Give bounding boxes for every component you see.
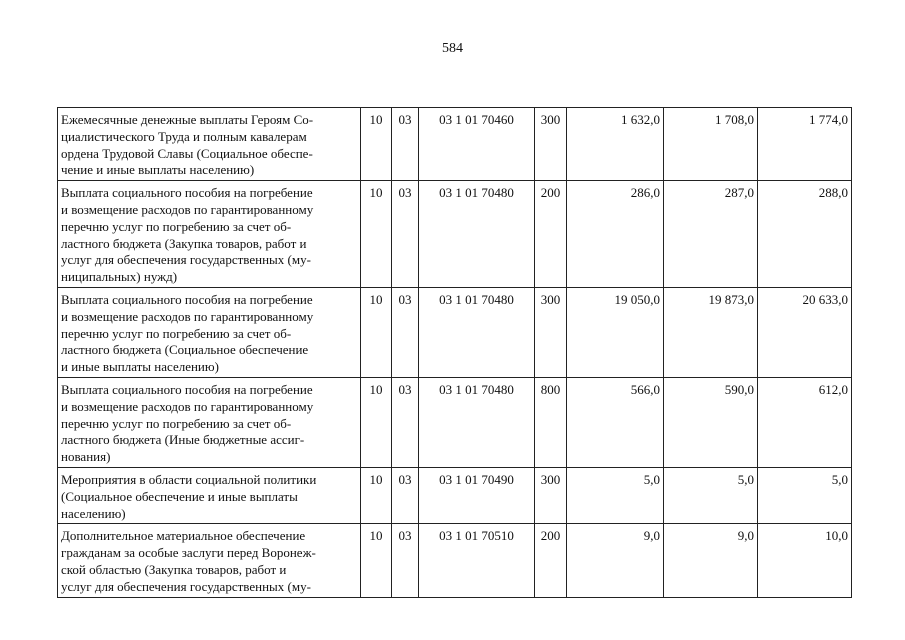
table-row xyxy=(58,524,852,597)
amount-year2-cell: 590,0 xyxy=(664,377,758,467)
name-line: чение и иные выплаты населению) xyxy=(61,162,255,178)
amount-year3-cell: 1 774,0 xyxy=(758,108,852,181)
expense-type-code-cell: 300 xyxy=(535,467,567,523)
expense-type-code-cell: 200 xyxy=(535,524,567,597)
name-line: и возмещение расходов по гарантированному xyxy=(61,308,314,324)
amount-year2-cell: 9,0 xyxy=(664,524,758,597)
amount-year3-cell: 20 633,0 xyxy=(758,287,852,377)
section-code-cell: 10 xyxy=(361,108,392,181)
row-name-cell xyxy=(58,377,361,467)
section-code-cell: 10 xyxy=(361,467,392,523)
subsection-code-cell: 03 xyxy=(392,467,419,523)
name-line: услуг для обеспечения государственных (му- xyxy=(61,578,311,594)
name-line: и иные выплаты населению) xyxy=(61,359,219,375)
amount-year1-cell: 5,0 xyxy=(567,467,664,523)
name-line: населению) xyxy=(61,505,126,521)
budget-table-body xyxy=(58,108,852,598)
name-line: ордена Трудовой Славы (Социальное обеспе- xyxy=(61,145,313,161)
name-line: Дополнительное материальное обеспечение xyxy=(61,528,306,544)
name-line: Выплата социального пособия на погребение xyxy=(61,291,313,307)
target-article-code-cell: 03 1 01 70460 xyxy=(419,108,535,181)
amount-year2-cell: 5,0 xyxy=(664,467,758,523)
row-name-cell xyxy=(58,108,361,181)
section-code-cell: 10 xyxy=(361,287,392,377)
subsection-code-cell: 03 xyxy=(392,524,419,597)
name-line: перечню услуг по погребению за счет об- xyxy=(61,325,292,341)
budget-table xyxy=(57,107,852,598)
table-row xyxy=(58,467,852,523)
name-line: гражданам за особые заслуги перед Воронеж- xyxy=(61,545,316,561)
amount-year1-cell: 566,0 xyxy=(567,377,664,467)
target-article-code-cell: 03 1 01 70480 xyxy=(419,377,535,467)
name-line: ластного бюджета (Закупка товаров, работ и xyxy=(61,235,307,251)
amount-year1-cell: 9,0 xyxy=(567,524,664,597)
section-code-cell: 10 xyxy=(361,181,392,288)
section-code-cell: 10 xyxy=(361,377,392,467)
amount-year1-cell: 19 050,0 xyxy=(567,287,664,377)
name-line: Ежемесячные денежные выплаты Героям Со- xyxy=(61,112,314,127)
name-line: ниципальных) нужд) xyxy=(61,269,178,285)
row-name-cell xyxy=(58,467,361,523)
expense-type-code-cell: 300 xyxy=(535,108,567,181)
section-code-cell: 10 xyxy=(361,524,392,597)
row-name-cell xyxy=(58,287,361,377)
name-line: Выплата социального пособия на погребение xyxy=(61,185,313,201)
expense-type-code-cell: 200 xyxy=(535,181,567,288)
amount-year3-cell: 5,0 xyxy=(758,467,852,523)
name-line: циалистического Труда и полным кавалерам xyxy=(61,128,307,144)
amount-year2-cell: 19 873,0 xyxy=(664,287,758,377)
table-row xyxy=(58,181,852,288)
amount-year3-cell: 288,0 xyxy=(758,181,852,288)
name-line: и возмещение расходов по гарантированному xyxy=(61,398,314,414)
target-article-code-cell: 03 1 01 70480 xyxy=(419,181,535,288)
target-article-code-cell: 03 1 01 70510 xyxy=(419,524,535,597)
name-line: Мероприятия в области социальной политики xyxy=(61,471,317,487)
subsection-code-cell: 03 xyxy=(392,108,419,181)
amount-year1-cell: 1 632,0 xyxy=(567,108,664,181)
row-name-cell xyxy=(58,181,361,288)
amount-year3-cell: 612,0 xyxy=(758,377,852,467)
expense-type-code-cell: 300 xyxy=(535,287,567,377)
name-line: нования) xyxy=(61,449,111,465)
name-line: ластного бюджета (Социальное обеспечение xyxy=(61,342,309,358)
name-line: услуг для обеспечения государственных (му- xyxy=(61,252,311,268)
table-row xyxy=(58,377,852,467)
name-line: перечню услуг по погребению за счет об- xyxy=(61,218,292,234)
name-line: Выплата социального пособия на погребение xyxy=(61,381,313,397)
amount-year2-cell: 287,0 xyxy=(664,181,758,288)
table-row xyxy=(58,287,852,377)
row-name-cell xyxy=(58,524,361,597)
subsection-code-cell: 03 xyxy=(392,377,419,467)
table-row xyxy=(58,108,852,181)
page-number: 584 xyxy=(442,41,463,56)
subsection-code-cell: 03 xyxy=(392,287,419,377)
name-line: (Социальное обеспечение и иные выплаты xyxy=(61,488,298,504)
expense-type-code-cell: 800 xyxy=(535,377,567,467)
name-line: ской областью (Закупка товаров, работ и xyxy=(61,561,287,577)
name-line: и возмещение расходов по гарантированному xyxy=(61,201,314,217)
subsection-code-cell: 03 xyxy=(392,181,419,288)
target-article-code-cell: 03 1 01 70490 xyxy=(419,467,535,523)
target-article-code-cell: 03 1 01 70480 xyxy=(419,287,535,377)
amount-year1-cell: 286,0 xyxy=(567,181,664,288)
name-line: ластного бюджета (Иные бюджетные ассиг- xyxy=(61,432,305,448)
amount-year2-cell: 1 708,0 xyxy=(664,108,758,181)
name-line: перечню услуг по погребению за счет об- xyxy=(61,415,292,431)
amount-year3-cell: 10,0 xyxy=(758,524,852,597)
